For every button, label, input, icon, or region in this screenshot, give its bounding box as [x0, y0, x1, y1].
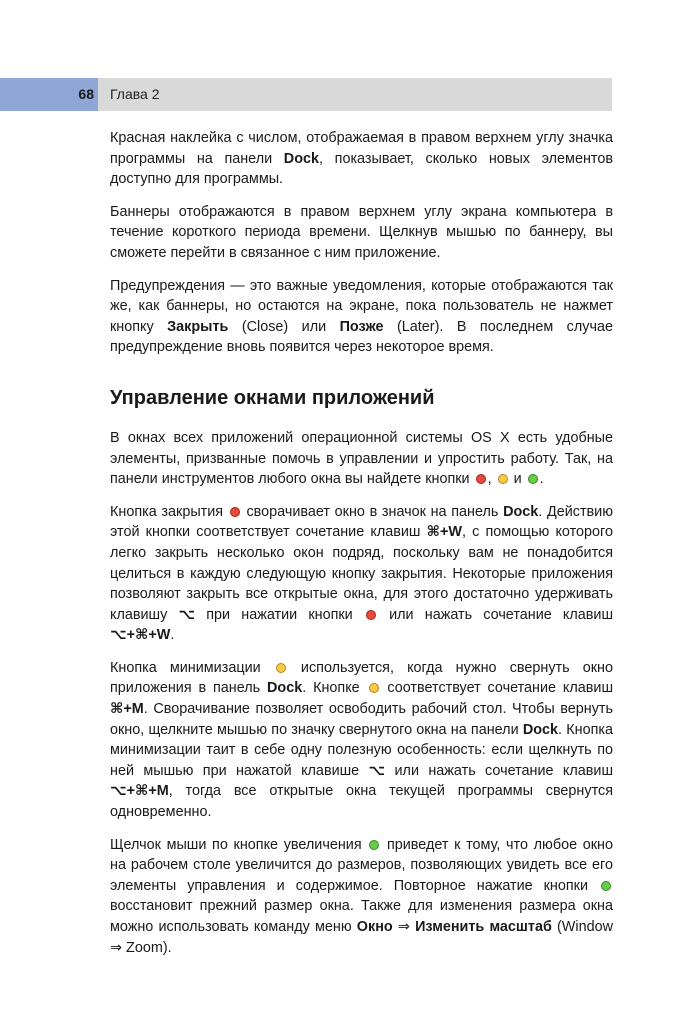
- paragraph-banners: Баннеры отображаются в правом верхнем углу экрана компьютера в течение короткого периода времени. Щелкнув мышью по баннеру, вы сможете перейти в связанное с ним приложение.: [110, 203, 613, 261]
- page-number-box: [0, 78, 98, 111]
- paragraph-minimize-button: Кнопка минимизации используется, когда нужно свернуть окно приложения в панель Dock. Кнопке соответствует сочетание клавиш ⌘+M. Сворачивание позволяет освободить рабочий стол. Чтобы вернуть окно, щелкните мышью по значку свернутого окна на панели Dock. Кнопка минимизации таит в себе одну полезную особенность: если щелкнуть по ней мышью при нажатой клавише ⌥ или нажать сочетание клавиш ⌥+⌘+M, тогда все открытые окна текущей программы свернутся одновременно.: [110, 659, 613, 821]
- paragraph-window-buttons: В окнах всех приложений операционной системы OS X есть удобные элементы, призванные помочь в управлении и упростить работу. Так, на панели инструментов любого окна вы найдете кнопки , и .: [110, 429, 613, 488]
- section-heading: Управление окнами приложений: [110, 386, 435, 409]
- paragraph-alerts: Предупреждения — это важные уведомления, которые отображаются так же, как баннеры, но остаются на экране, пока пользователь не нажмет кнопку Закрыть (Close) или Позже (Later). В последнем случае предупреждение вновь появится через некоторое время.: [110, 277, 613, 356]
- zoom-button-icon: [369, 840, 379, 850]
- page-number: 68: [78, 86, 94, 102]
- paragraph-close-button: Кнопка закрытия сворачивает окно в значок на панель Dock. Действию этой кнопки соответствует сочетание клавиш ⌘+W, с помощью которого легко закрыть несколько окон подряд, поскольку вам не понадобится целиться в каждую следующую кнопку закрытия. Некоторые приложения позволяют закрыть все открытые окна, для этого достаточно удерживать клавишу ⌥ при нажатии кнопки или нажать сочетание клавиш ⌥+⌘+W.: [110, 503, 614, 644]
- close-button-icon: [476, 474, 486, 484]
- close-button-icon: [230, 507, 240, 517]
- close-button-icon: [366, 610, 376, 620]
- chapter-title: Глава 2: [110, 86, 160, 102]
- zoom-button-icon: [601, 881, 611, 891]
- minimize-button-icon: [369, 683, 379, 693]
- minimize-button-icon: [498, 474, 508, 484]
- paragraph-zoom-button: Щелчок мыши по кнопке увеличения приведет к тому, что любое окно на рабочем столе увеличится до размеров, позволяющих увидеть все его элементы управления и содержимое. Повторное нажатие кнопки восстановит прежний размер окна. Также для изменения размера окна можно использовать команду меню Окно ⇒ Изменить масштаб (Window ⇒ Zoom).: [110, 836, 613, 956]
- page-body: [110, 128, 613, 970]
- zoom-button-icon: [528, 474, 538, 484]
- minimize-button-icon: [276, 663, 286, 673]
- paragraph-badges: Красная наклейка с числом, отображаемая в правом верхнем углу значка программы на панели Dock, показывает, сколько новых элементов доступно для программы.: [110, 130, 613, 188]
- running-header: [0, 78, 612, 111]
